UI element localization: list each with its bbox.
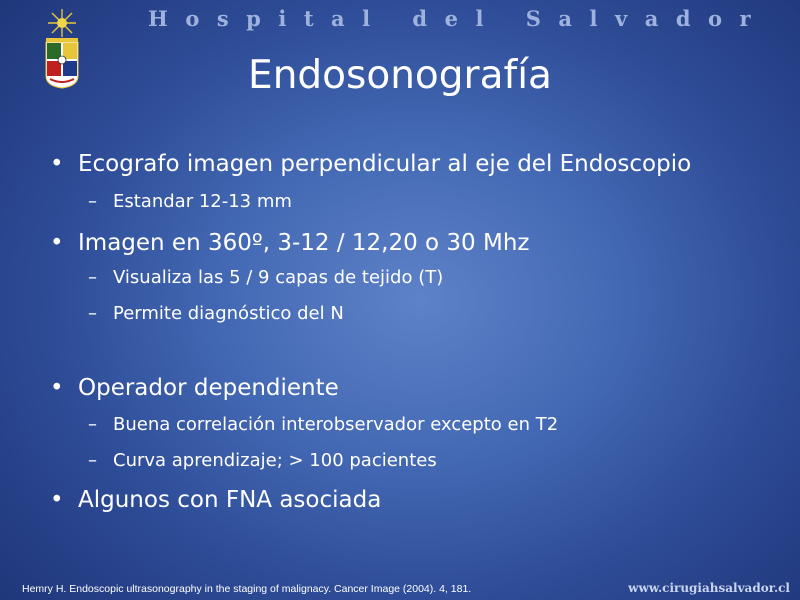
sub-bullet-text: Estandar 12-13 mm bbox=[113, 191, 292, 212]
bullet-text: Algunos con FNA asociada bbox=[78, 487, 382, 513]
bullet-text: Operador dependiente bbox=[78, 375, 339, 401]
sub-bullet-text: Buena correlación interobservador excepto en T2 bbox=[113, 414, 559, 435]
bullet-item bbox=[50, 485, 382, 515]
bullet-item bbox=[50, 149, 692, 179]
bullet-marker: • bbox=[50, 375, 64, 401]
sub-bullet-item bbox=[88, 449, 437, 473]
sub-bullet-marker: – bbox=[88, 267, 97, 288]
sub-bullet-text: Permite diagnóstico del N bbox=[113, 303, 344, 324]
slide-title: Endosonografía bbox=[248, 53, 552, 98]
website-url: www.cirugiahsalvador.cl bbox=[628, 581, 790, 595]
sub-bullet-item bbox=[88, 302, 344, 326]
sub-bullet-text: Visualiza las 5 / 9 capas de tejido (T) bbox=[113, 267, 444, 288]
hospital-header: Hospital del Salvador bbox=[148, 6, 769, 31]
citation: Hemry H. Endoscopic ultrasonography in the staging of malignacy. Cancer Image (2004). 4, 181. bbox=[22, 583, 472, 595]
bullet-marker: • bbox=[50, 151, 64, 177]
sub-bullet-marker: – bbox=[88, 450, 97, 471]
bullet-text: Ecografo imagen perpendicular al eje del Endoscopio bbox=[78, 151, 692, 177]
sub-bullet-marker: – bbox=[88, 303, 97, 324]
bullet-text: Imagen en 360º, 3-12 / 12,20 o 30 Mhz bbox=[78, 230, 530, 256]
sub-bullet-marker: – bbox=[88, 191, 97, 212]
bullet-marker: • bbox=[50, 487, 64, 513]
bullet-item bbox=[50, 373, 339, 403]
bullet-item bbox=[50, 228, 530, 258]
sub-bullet-item bbox=[88, 190, 292, 214]
sub-bullet-text: Curva aprendizaje; > 100 pacientes bbox=[113, 450, 437, 471]
sub-bullet-item bbox=[88, 266, 444, 290]
bullet-marker: • bbox=[50, 230, 64, 256]
sub-bullet-marker: – bbox=[88, 414, 97, 435]
sub-bullet-item bbox=[88, 413, 559, 437]
